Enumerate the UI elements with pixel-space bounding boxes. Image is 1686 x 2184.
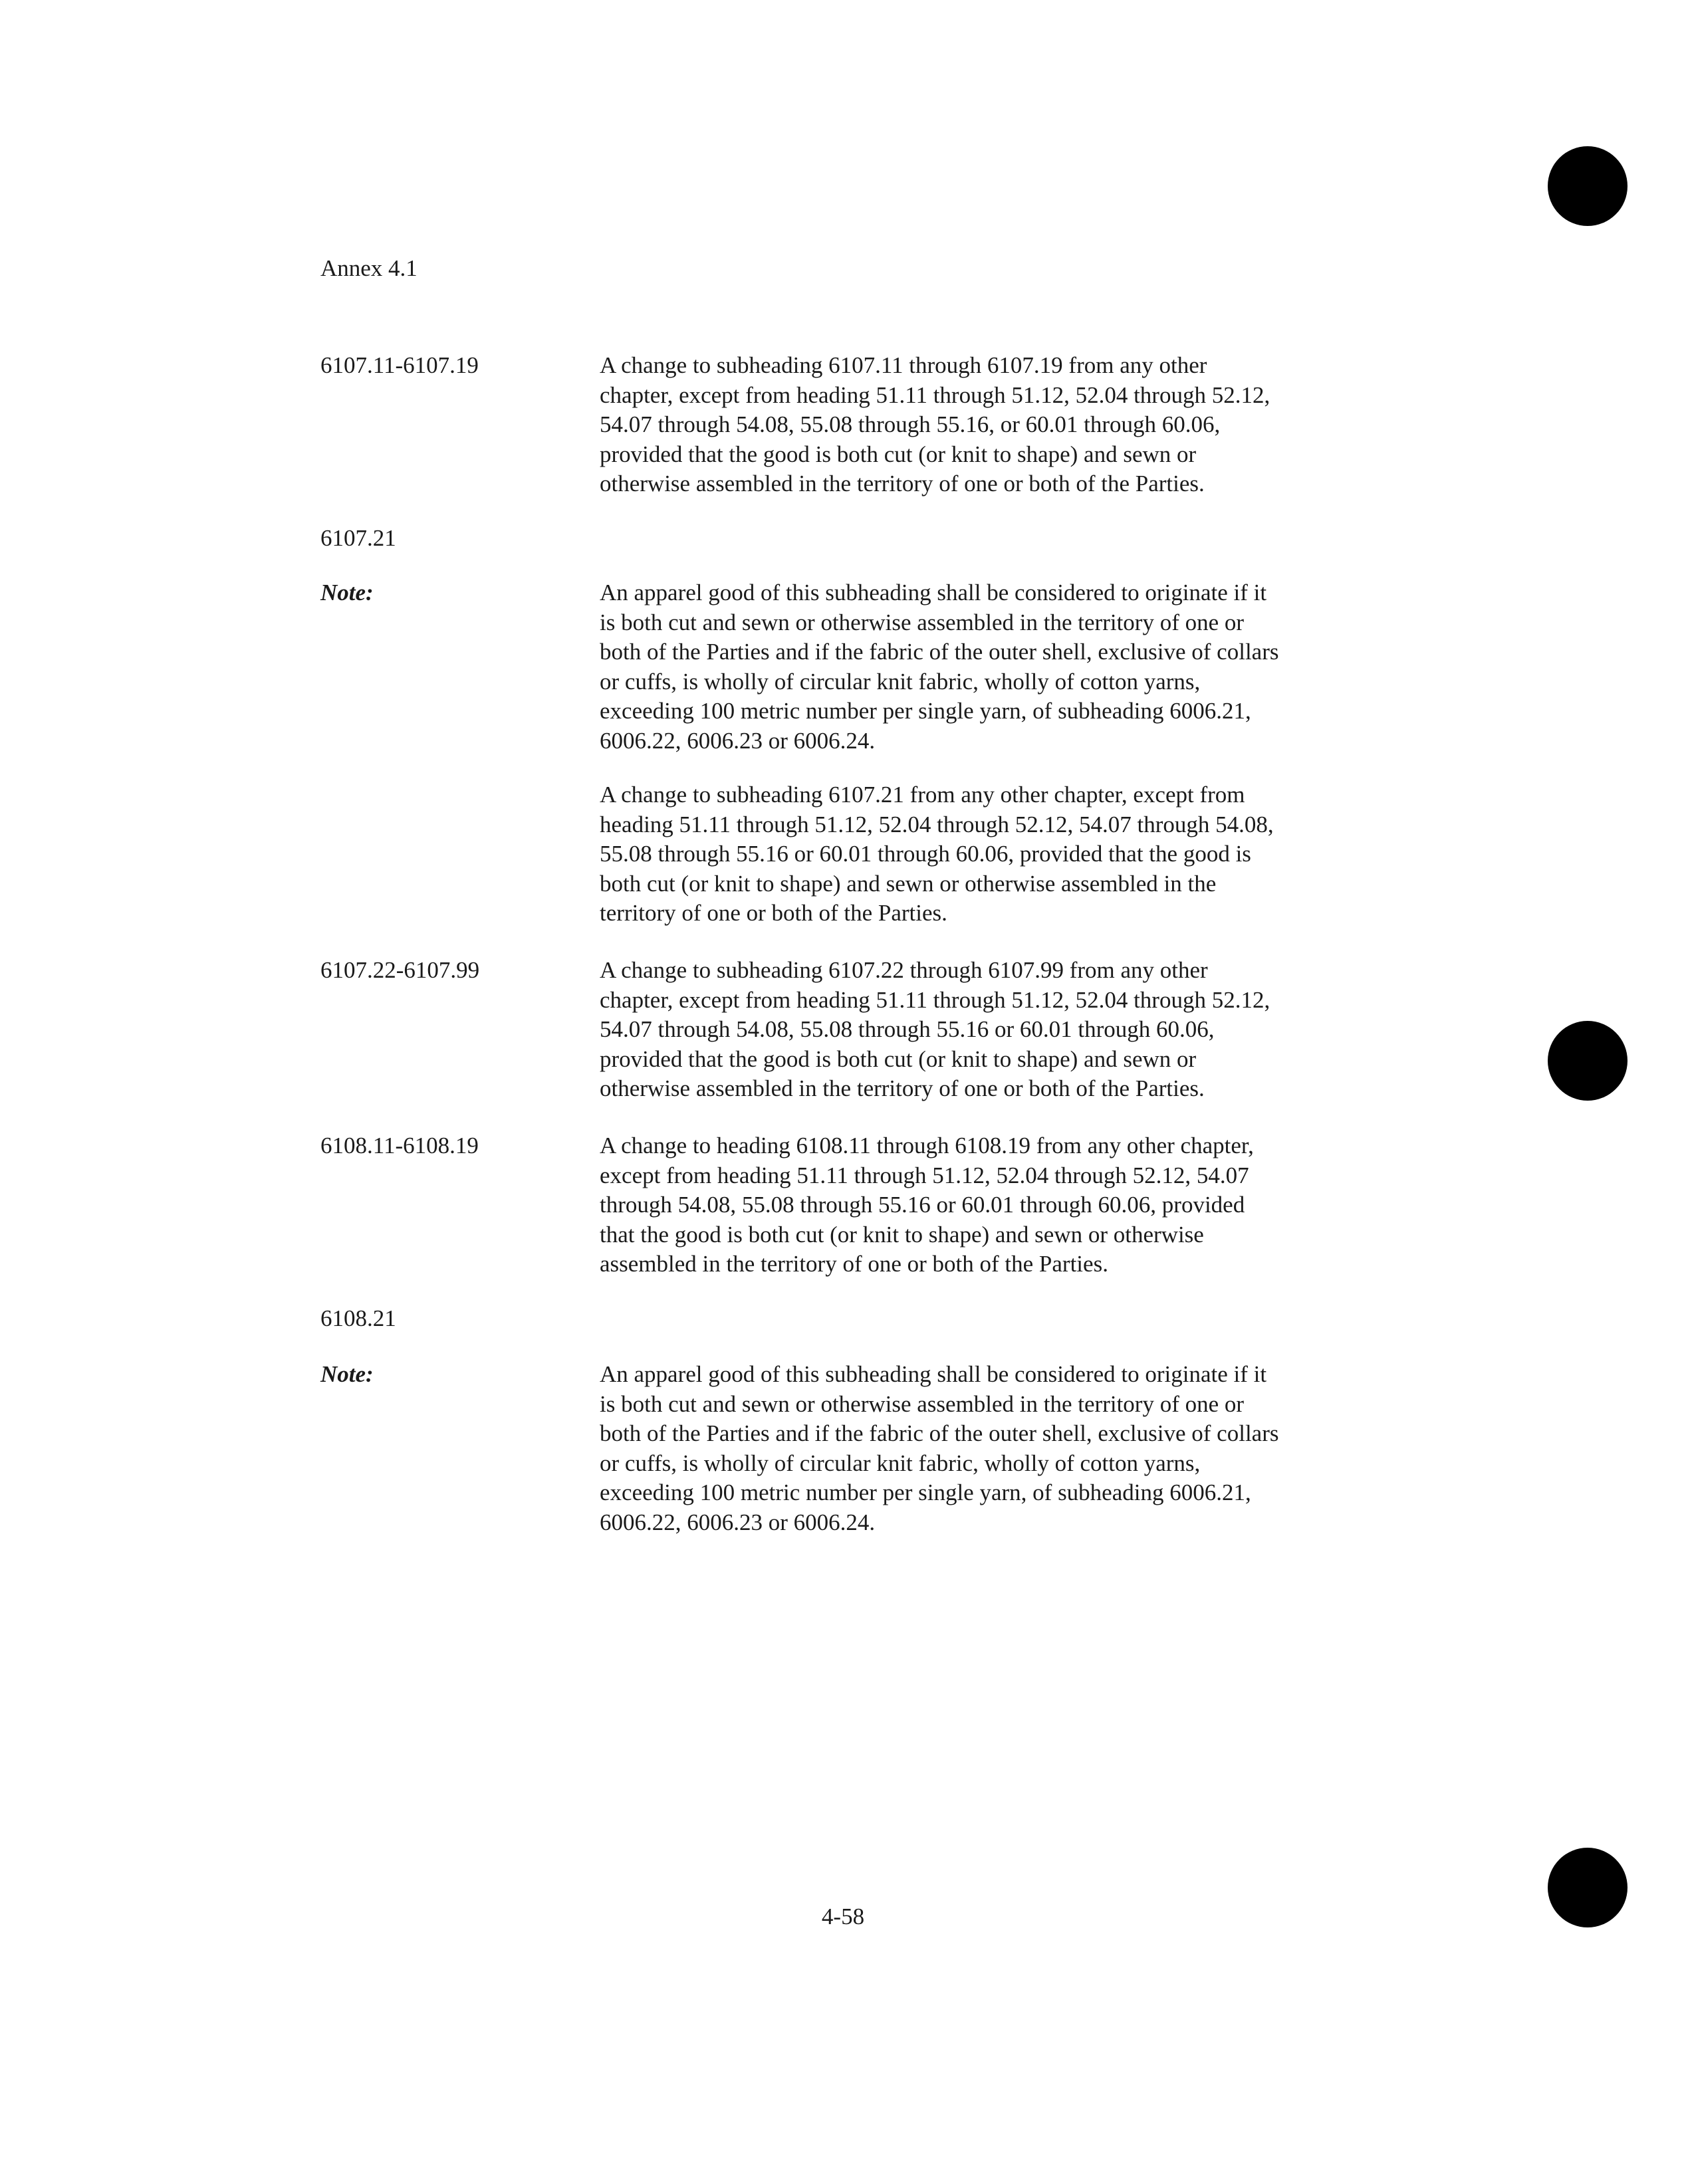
note-line: 6006.22, 6006.23 or 6006.24. (600, 727, 876, 754)
tariff-code: 6107.22-6107.99 (320, 957, 480, 983)
note-label: Note: (320, 580, 374, 605)
rule-line: except from heading 51.11 through 51.12, 52.04 through 52.12, 54.07 (600, 1162, 1249, 1188)
rule-line: assembled in the territory of one or both of the Parties. (600, 1251, 1108, 1277)
rule-line: 54.07 through 54.08, 55.08 through 55.16, or 60.01 through 60.06, (600, 411, 1221, 437)
note-label: Note: (320, 1361, 374, 1387)
rule-line: otherwise assembled in the territory of one or both of the Parties. (600, 471, 1205, 496)
note-text (600, 578, 1371, 756)
rule-text (600, 351, 1371, 499)
note-line: An apparel good of this subheading shall be considered to originate if it (600, 580, 1267, 605)
rule-text (600, 1131, 1371, 1279)
note-text (600, 1360, 1371, 1537)
rule-line: A change to subheading 6107.11 through 6107.19 from any other (600, 352, 1207, 378)
punch-hole-middle (1548, 1021, 1627, 1101)
rule-text (600, 956, 1371, 1104)
tariff-code: 6107.21 (320, 525, 396, 551)
rule-line: heading 51.11 through 51.12, 52.04 through 52.12, 54.07 through 54.08, (600, 811, 1274, 837)
rule-text (600, 780, 1371, 928)
rule-line: 54.07 through 54.08, 55.08 through 55.16 or 60.01 through 60.06, (600, 1016, 1215, 1042)
punch-hole-top (1548, 146, 1627, 226)
note-line: exceeding 100 metric number per single yarn, of subheading 6006.21, (600, 1479, 1251, 1505)
tariff-code: 6107.11-6107.19 (320, 352, 479, 378)
note-line: is both cut and sewn or otherwise assembled in the territory of one or (600, 1390, 1245, 1417)
note-line: An apparel good of this subheading shall be considered to originate if it (600, 1361, 1267, 1387)
rule-line: otherwise assembled in the territory of one or both of the Parties. (600, 1075, 1205, 1101)
rule-line: provided that the good is both cut (or knit to shape) and sewn or (600, 1045, 1197, 1072)
note-line: or cuffs, is wholly of circular knit fabric, wholly of cotton yarns, (600, 668, 1201, 695)
rule-line: provided that the good is both cut (or knit to shape) and sewn or (600, 441, 1197, 467)
rule-line: chapter, except from heading 51.11 through 51.12, 52.04 through 52.12, (600, 986, 1270, 1013)
rule-line: A change to subheading 6107.22 through 6107.99 from any other (600, 957, 1208, 983)
note-line: both of the Parties and if the fabric of the outer shell, exclusive of collars (600, 639, 1279, 665)
rule-line: both cut (or knit to shape) and sewn or otherwise assembled in the (600, 870, 1217, 897)
rule-line: through 54.08, 55.08 through 55.16 or 60.01 through 60.06, provided (600, 1192, 1245, 1218)
note-line: 6006.22, 6006.23 or 6006.24. (600, 1509, 876, 1535)
note-line: exceeding 100 metric number per single yarn, of subheading 6006.21, (600, 698, 1251, 724)
note-line: both of the Parties and if the fabric of the outer shell, exclusive of collars (600, 1420, 1279, 1446)
tariff-code: 6108.21 (320, 1305, 396, 1331)
annex-title: Annex 4.1 (320, 255, 418, 281)
page-number: 4-58 (821, 1904, 865, 1929)
note-line: is both cut and sewn or otherwise assembled in the territory of one or (600, 609, 1245, 635)
rule-line: chapter, except from heading 51.11 through 51.12, 52.04 through 52.12, (600, 382, 1270, 408)
rule-line: A change to heading 6108.11 through 6108.19 from any other chapter, (600, 1133, 1254, 1158)
rule-line: territory of one or both of the Parties. (600, 900, 947, 926)
tariff-code: 6108.11-6108.19 (320, 1133, 479, 1158)
note-line: or cuffs, is wholly of circular knit fabric, wholly of cotton yarns, (600, 1450, 1201, 1476)
rule-line: 55.08 through 55.16 or 60.01 through 60.06, provided that the good is (600, 841, 1251, 867)
rule-line: A change to subheading 6107.21 from any other chapter, except from (600, 782, 1245, 808)
rule-line: that the good is both cut (or knit to shape) and sewn or otherwise (600, 1221, 1204, 1248)
